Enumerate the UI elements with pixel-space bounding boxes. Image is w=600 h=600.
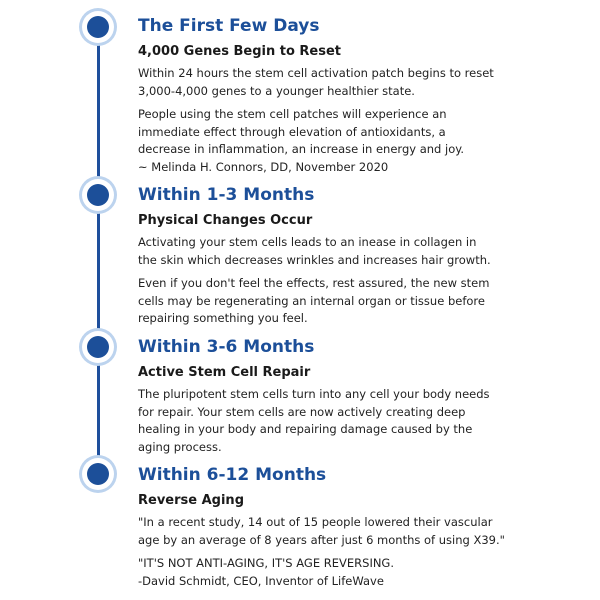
section-3-6-months	[138, 336, 578, 462]
section-title: Within 6-12 Months	[138, 465, 327, 485]
paragraph	[138, 275, 578, 328]
paragraph-line: healing in your body and repairing damage caused by the	[138, 422, 473, 436]
section-subtitle: Active Stem Cell Repair	[138, 365, 311, 380]
paragraph-line: immediate effect through elevation of antioxidants, a	[138, 124, 446, 139]
paragraph-line: People using the stem cell patches will experience an	[138, 107, 447, 121]
timeline-node-1	[79, 8, 117, 46]
section-subtitle: Reverse Aging	[138, 493, 244, 508]
section-6-12-months	[138, 464, 578, 596]
paragraph	[138, 555, 578, 590]
paragraph-line: for repair. Your stem cells are now actively creating deep	[138, 404, 466, 419]
paragraph	[138, 514, 578, 549]
paragraph-line: 3,000-4,000 genes to a younger healthier state.	[138, 83, 415, 98]
section-title: Within 3-6 Months	[138, 337, 315, 357]
paragraph-line: "In a recent study, 14 out of 15 people lowered their vascular	[138, 515, 493, 529]
section-subtitle: Physical Changes Occur	[138, 213, 313, 228]
section-1-3-months	[138, 184, 578, 334]
section-first-few-days	[138, 15, 578, 182]
timeline-line	[97, 26, 100, 474]
paragraph-line: age by an average of 8 years after just 6 months of using X39."	[138, 532, 505, 547]
section-title: Within 1-3 Months	[138, 185, 315, 205]
paragraph-line: decrease in inflammation, an increase in energy and joy.	[138, 142, 465, 156]
paragraph	[138, 106, 578, 176]
timeline-node-4	[79, 455, 117, 493]
section-subtitle: 4,000 Genes Begin to Reset	[138, 44, 342, 59]
paragraph-line: ~ Melinda H. Connors, DD, November 2020	[138, 159, 389, 174]
timeline-node-3	[79, 328, 117, 366]
paragraph-line: -David Schmidt, CEO, Inventor of LifeWave	[138, 573, 384, 588]
paragraph	[138, 65, 578, 100]
paragraph-line: Even if you don't feel the effects, rest assured, the new stem	[138, 276, 490, 290]
paragraph-line: repairing something you feel.	[138, 311, 308, 325]
paragraph-line: Activating your stem cells leads to an inease in collagen in	[138, 235, 477, 249]
paragraph	[138, 386, 578, 456]
paragraph-line: the skin which decreases wrinkles and increases hair growth.	[138, 252, 491, 267]
paragraph-line: aging process.	[138, 439, 222, 454]
paragraph-line: "IT'S NOT ANTI-AGING, IT'S AGE REVERSING.	[138, 556, 395, 570]
paragraph	[138, 234, 578, 269]
section-title: The First Few Days	[138, 16, 320, 36]
timeline-node-2	[79, 176, 117, 214]
paragraph-line: Within 24 hours the stem cell activation patch begins to reset	[138, 66, 494, 80]
paragraph-line: The pluripotent stem cells turn into any cell your body needs	[138, 387, 490, 401]
paragraph-line: cells may be regenerating an internal organ or tissue before	[138, 293, 485, 308]
